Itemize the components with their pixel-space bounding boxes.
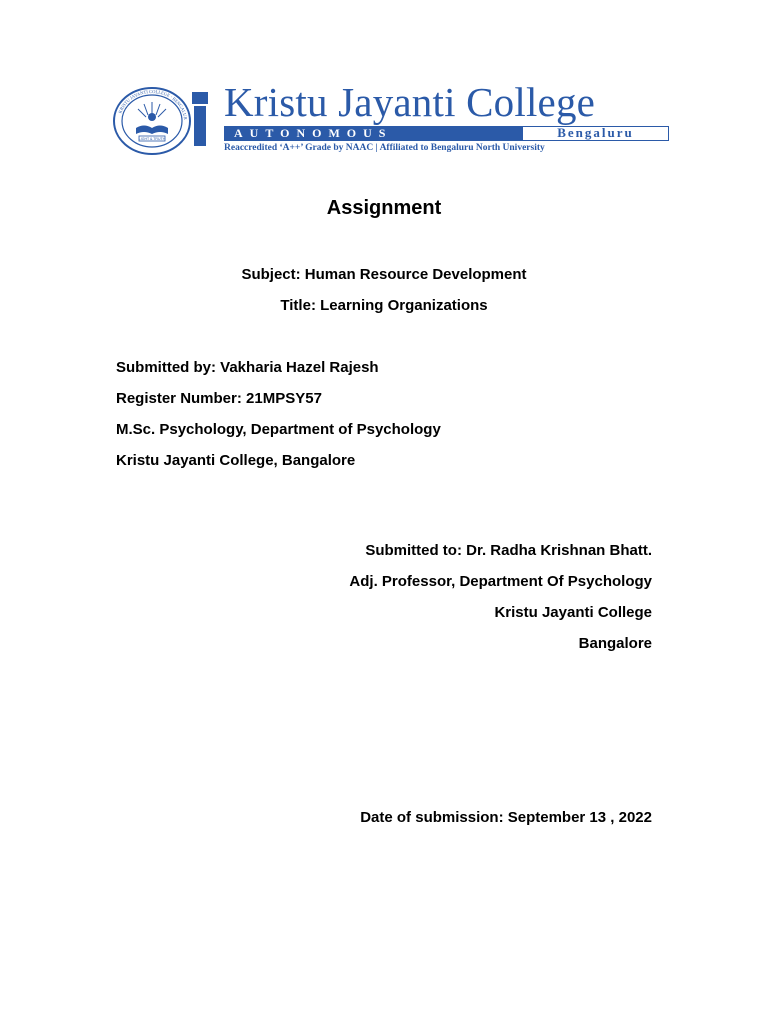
autonomous-label: AUTONOMOUS [224,126,522,141]
college-name: Kristu Jayanti College [224,79,596,125]
topic-line: Title: Learning Organizations [280,297,488,314]
document-title: Assignment [326,197,442,219]
submitted-by-line: Submitted by: Vakharia Hazel Rajesh [116,359,379,376]
submitted-to-line: Submitted to: Dr. Radha Krishnan Bhatt. [365,542,652,559]
college-seal-logo [112,86,210,156]
register-number-line: Register Number: 21MPSY57 [116,390,322,407]
designation-line: Adj. Professor, Department Of Psychology [349,573,652,590]
accreditation-line: Reaccredited ‘A++’ Grade by NAAC | Affiliated to Bengaluru North University [224,143,545,153]
city-label: Bengaluru [522,126,669,141]
faculty-city-line: Bangalore [578,635,652,652]
college-banner [224,126,669,141]
program-line: M.Sc. Psychology, Department of Psychology [116,421,441,438]
svg-text:LIGHT & TRUTH: LIGHT & TRUTH [138,137,166,141]
student-institution-line: Kristu Jayanti College, Bangalore [116,452,356,469]
faculty-institution-line: Kristu Jayanti College [494,604,652,621]
subject-line: Subject: Human Resource Development [241,266,527,283]
college-header [112,79,672,158]
submission-date-line: Date of submission: September 13 , 2022 [360,809,652,826]
svg-text:KRISTU JAYANTI COLLEGE · BENGA: KRISTU JAYANTI COLLEGE · BENGALUR [117,88,188,120]
